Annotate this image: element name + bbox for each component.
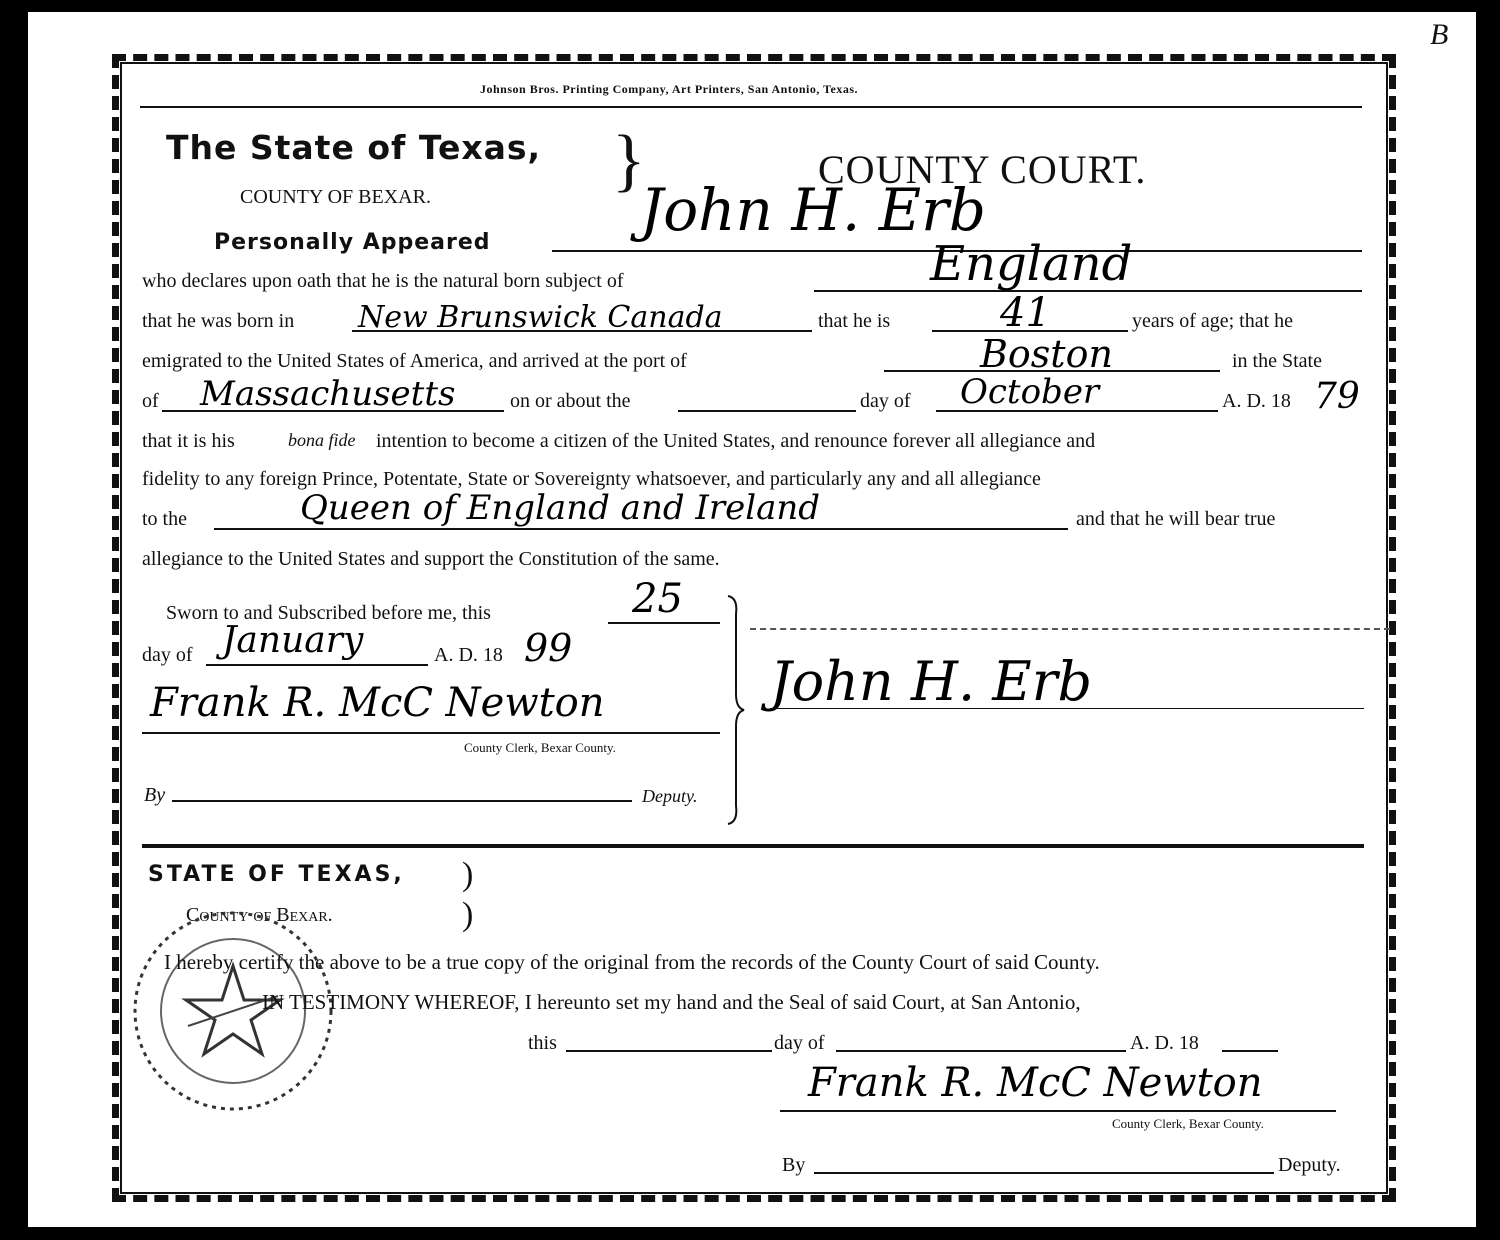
decl-line3-b: in the State	[1232, 350, 1322, 372]
decl-line1: who declares upon oath that he is the natural born subject of	[142, 270, 624, 292]
decl-line5-bona-fide: bona fide	[288, 430, 356, 450]
declarant-signature: John H. Erb	[770, 650, 1093, 713]
decl-line2-a: that he was born in	[142, 310, 295, 332]
birthplace-value: New Brunswick Canada	[358, 300, 723, 335]
decl-line2-c: years of age; that he	[1132, 310, 1294, 332]
port-value: Boston	[980, 332, 1113, 376]
header-brace: }	[612, 122, 646, 199]
certificate-ad: A. D. 18	[1130, 1032, 1199, 1054]
arrival-day-line	[678, 410, 856, 412]
sworn-bracket	[724, 594, 748, 826]
certificate-clerk-caption: County Clerk, Bexar County.	[1112, 1116, 1264, 1131]
arrival-year-value: 79	[1314, 376, 1360, 417]
sworn-year-value: 99	[524, 626, 573, 670]
court-title: COUNTY COURT.	[818, 147, 1147, 192]
sworn-by: By	[144, 784, 166, 806]
declarant-name: John H. Erb	[640, 176, 986, 244]
certificate-day-line	[566, 1050, 772, 1052]
age-value: 41	[1000, 290, 1051, 336]
certificate-certify: I hereby certify the above to be a true copy of the original from the records of the County Court of said County.	[164, 950, 1100, 974]
decl-line4-a: of	[142, 390, 159, 412]
decl-line4-d: A. D. 18	[1222, 390, 1291, 412]
corner-mark: B	[1430, 18, 1449, 51]
certificate-month-line	[836, 1050, 1126, 1052]
sworn-line2-b: A. D. 18	[434, 644, 503, 666]
certificate-year-line	[1222, 1050, 1278, 1052]
sovereign-value: Queen of England and Ireland	[300, 488, 821, 528]
certificate-clerk-line	[780, 1110, 1336, 1112]
printer-line: Johnson Bros. Printing Company, Art Printers, San Antonio, Texas.	[480, 82, 859, 96]
sworn-line2-a: day of	[142, 644, 193, 666]
arrival-month-value: October	[960, 372, 1100, 412]
certificate-brace-2: )	[462, 896, 474, 933]
certificate-deputy-line	[814, 1172, 1274, 1174]
decl-line2-b: that he is	[818, 310, 891, 332]
county-label: COUNTY OF BEXAR.	[240, 186, 431, 208]
decl-line4-c: day of	[860, 390, 911, 412]
certificate-clerk-signature: Frank R. McC Newton	[808, 1060, 1263, 1106]
personally-appeared-label: Personally Appeared	[214, 230, 491, 255]
sworn-month-line	[206, 664, 428, 666]
sworn-deputy: Deputy.	[642, 786, 698, 806]
certificate-day-of: day of	[774, 1032, 825, 1054]
declarant-signature-line	[770, 708, 1364, 709]
section-divider	[142, 844, 1364, 848]
state-title: The State of Texas,	[166, 128, 542, 167]
decl-line6: fidelity to any foreign Prince, Potentate, State or Sovereignty whatsoever, and particularly any and all allegiance	[142, 468, 1041, 490]
certificate-testimony: IN TESTIMONY WHEREOF, I hereunto set my hand and the Seal of said Court, at San Antonio,	[262, 990, 1081, 1014]
decl-line4-b: on or about the	[510, 390, 631, 412]
sworn-day-value: 25	[632, 576, 683, 622]
sworn-month-value: January	[222, 620, 364, 661]
sworn-day-line	[608, 622, 720, 624]
certificate-by: By	[782, 1154, 806, 1176]
certificate-this: this	[528, 1032, 557, 1054]
sworn-deputy-line	[172, 800, 632, 802]
clerk-caption: County Clerk, Bexar County.	[464, 740, 616, 755]
state-value: Massachusetts	[200, 374, 456, 414]
clerk-signature-line	[142, 732, 720, 734]
sovereign-line	[214, 528, 1068, 530]
certificate-brace-1: )	[462, 856, 474, 893]
decl-line7-a: to the	[142, 508, 187, 530]
decl-line3-a: emigrated to the United States of America, and arrived at the port of	[142, 350, 687, 372]
clerk-signature: Frank R. McC Newton	[150, 680, 605, 726]
decl-line5-a: that it is his	[142, 430, 235, 452]
certificate-county: County of Bexar.	[186, 904, 333, 926]
printer-rule	[140, 106, 1362, 108]
decl-line7-b: and that he will bear true	[1076, 508, 1276, 530]
country-value: England	[930, 236, 1133, 292]
decl-line5-c: intention to become a citizen of the United States, and renounce forever all allegiance and	[376, 430, 1096, 452]
certificate-deputy: Deputy.	[1278, 1154, 1341, 1176]
certificate-state: STATE OF TEXAS,	[148, 862, 405, 887]
decl-line8: allegiance to the United States and support the Constitution of the same.	[142, 548, 720, 570]
sworn-line1: Sworn to and Subscribed before me, this	[166, 602, 491, 624]
dashed-separator	[750, 628, 1390, 630]
